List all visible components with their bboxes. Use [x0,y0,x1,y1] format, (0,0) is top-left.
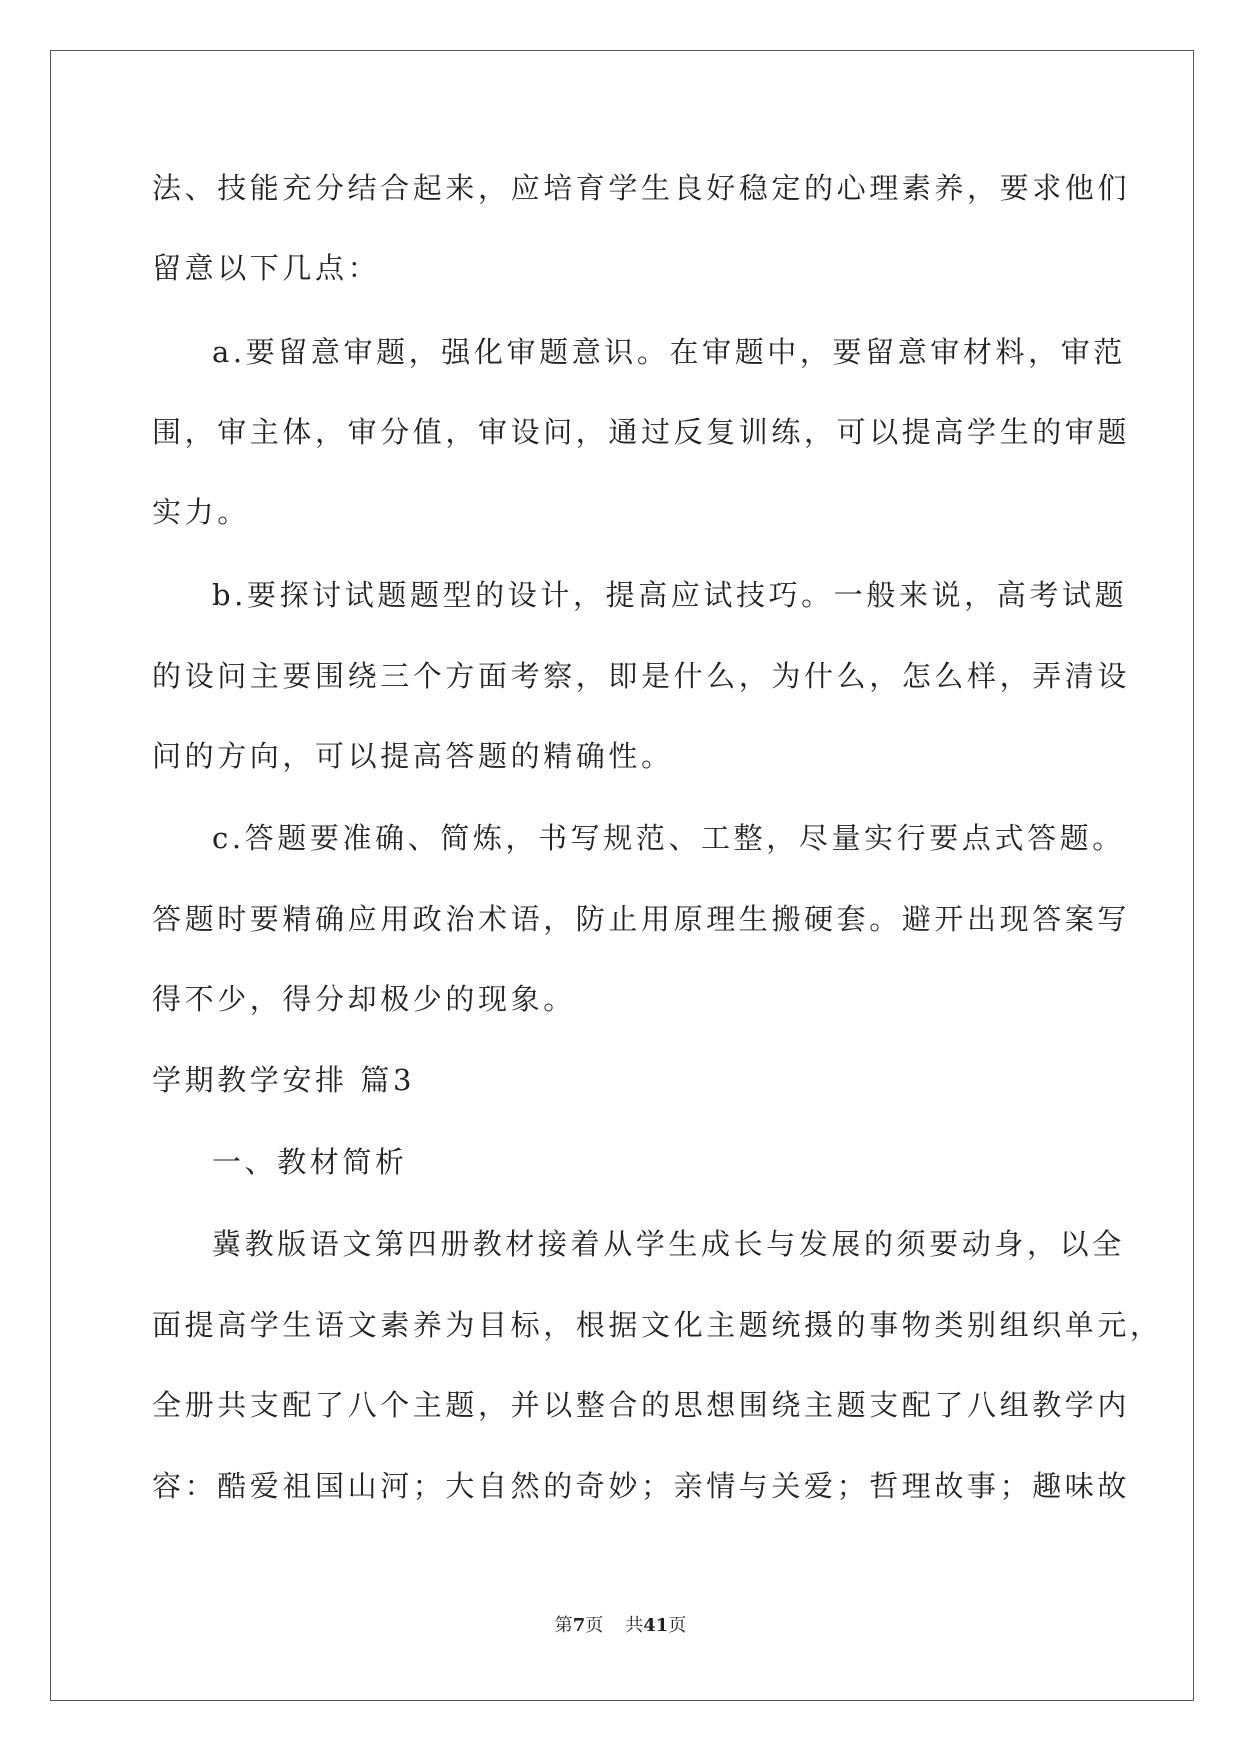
paragraph-line: 留意以下几点： [152,251,381,285]
paragraph-line: 冀教版语文第四册教材接着从学生成长与发展的须要动身，以全 [212,1227,1125,1261]
paragraph-line: 法、技能充分结合起来，应培育学生良好稳定的心理素养，要求他们 [152,171,1131,205]
subsection-heading: 一、教材简析 [212,1145,408,1179]
paragraph-line: b.要探讨试题题型的设计，提高应试技巧。一般来说，高考试题 [212,578,1128,612]
page-prefix: 第 [554,1615,573,1636]
paragraph-line: 得不少，得分却极少的现象。 [152,982,576,1016]
paragraph-line: a.要留意审题，强化审题意识。在审题中，要留意审材料，审范 [212,335,1126,369]
page-total: 41 [643,1615,669,1636]
page-current: 7 [572,1615,586,1636]
paragraph-line: 的设问主要围绕三个方面考察，即是什么，为什么，怎么样，弄清设 [152,659,1131,693]
section-heading: 学期教学安排 篇3 [152,1063,416,1097]
paragraph-line: 面提高学生语文素养为目标，根据文化主题统摄的事物类别组织单元， [152,1308,1163,1342]
page-footer [0,1617,1241,1635]
paragraph-line: 全册共支配了八个主题，并以整合的思想围绕主题支配了八组教学内 [152,1388,1131,1422]
page-suffix: 页 [585,1615,604,1636]
total-suffix: 页 [668,1615,687,1636]
paragraph-line: 问的方向，可以提高答题的精确性。 [152,739,674,773]
page-border [50,50,1194,1701]
paragraph-line: 答题时要精确应用政治术语，防止用原理生搬硬套。避开出现答案写 [152,902,1131,936]
paragraph-line: 围，审主体，审分值，审设问，通过反复训练，可以提高学生的审题 [152,415,1131,449]
paragraph-line: c.答题要准确、简炼，书写规范、工整，尽量实行要点式答题。 [212,821,1125,855]
paragraph-line: 容：酷爱祖国山河；大自然的奇妙；亲情与关爱；哲理故事；趣味故 [152,1469,1131,1503]
paragraph-line: 实力。 [152,495,250,529]
total-prefix: 共 [625,1615,644,1636]
